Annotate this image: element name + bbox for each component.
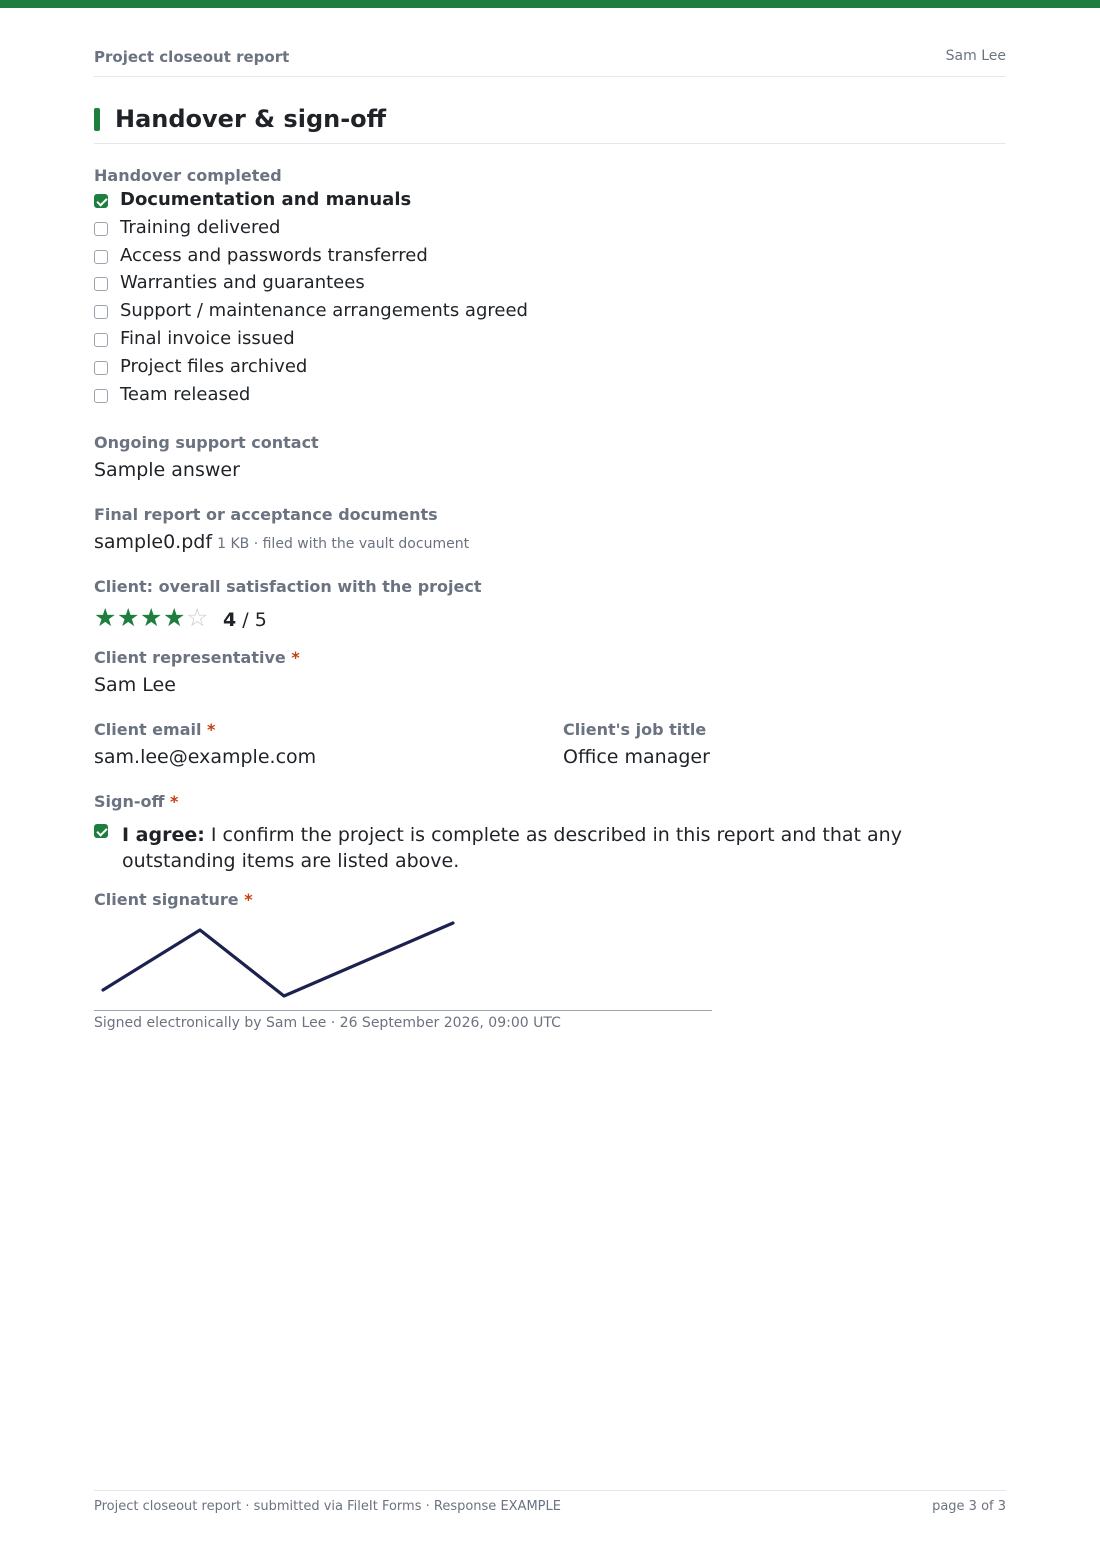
page-footer bbox=[94, 1490, 1006, 1521]
checkbox[interactable] bbox=[94, 277, 108, 291]
checklist-item[interactable] bbox=[94, 300, 794, 328]
support-contact-label: Ongoing support contact bbox=[94, 433, 319, 452]
checkbox[interactable] bbox=[94, 333, 108, 347]
file-name[interactable]: sample0.pdf bbox=[94, 531, 213, 553]
section-title: Handover & sign-off bbox=[115, 105, 387, 133]
checklist-item[interactable] bbox=[94, 328, 794, 356]
checklist-item-label: Training delivered bbox=[120, 216, 281, 238]
signature-stroke bbox=[103, 923, 453, 996]
rating-value: 4 bbox=[223, 609, 237, 631]
checklist-item[interactable] bbox=[94, 356, 794, 384]
signature-drawing bbox=[94, 915, 712, 1010]
checkbox[interactable] bbox=[94, 305, 108, 319]
required-mark: * bbox=[244, 890, 253, 909]
client-email-label bbox=[94, 720, 215, 739]
checklist-item[interactable] bbox=[94, 384, 794, 412]
final-report-label: Final report or acceptance documents bbox=[94, 505, 438, 524]
star-filled-icon: ★ bbox=[94, 603, 117, 632]
signature-caption: Signed electronically by Sam Lee · 26 September 2026, 09:00 UTC bbox=[94, 1015, 561, 1031]
footer-left: Project closeout report · submitted via FileIt Forms · Response EXAMPLE bbox=[94, 1499, 561, 1514]
page-number: page 3 of 3 bbox=[932, 1499, 1006, 1514]
star-filled-icon: ★ bbox=[163, 603, 186, 632]
checkbox[interactable] bbox=[94, 194, 108, 208]
client-rep-value: Sam Lee bbox=[94, 674, 176, 696]
client-email-label-text: Client email bbox=[94, 720, 202, 739]
agree-statement bbox=[122, 822, 942, 874]
checkbox[interactable] bbox=[94, 389, 108, 403]
signoff-label bbox=[94, 792, 178, 811]
client-email-value: sam.lee@example.com bbox=[94, 746, 317, 768]
page-header bbox=[94, 48, 1006, 77]
satisfaction-label: Client: overall satisfaction with the project bbox=[94, 577, 482, 596]
signature-box bbox=[94, 915, 712, 1011]
required-mark: * bbox=[170, 792, 179, 811]
agree-lead: I agree: bbox=[122, 824, 205, 846]
checkbox[interactable] bbox=[94, 361, 108, 375]
document-title: Project closeout report bbox=[94, 48, 290, 66]
checklist-item-label: Project files archived bbox=[120, 355, 308, 377]
checklist-item[interactable] bbox=[94, 189, 794, 217]
checklist-item[interactable] bbox=[94, 245, 794, 273]
rating-max: / 5 bbox=[236, 609, 267, 631]
star-rating bbox=[94, 603, 267, 632]
required-mark: * bbox=[207, 720, 216, 739]
star-filled-icon: ★ bbox=[140, 603, 163, 632]
checklist-item-label: Final invoice issued bbox=[120, 327, 295, 349]
signature-label-text: Client signature bbox=[94, 890, 239, 909]
checkbox[interactable] bbox=[94, 250, 108, 264]
file-meta: 1 KB · filed with the vault document bbox=[217, 536, 470, 552]
checkbox[interactable] bbox=[94, 222, 108, 236]
header-user-name: Sam Lee bbox=[945, 48, 1006, 64]
checklist-item-label: Team released bbox=[120, 383, 251, 405]
checklist-item-label: Support / maintenance arrangements agreed bbox=[120, 300, 528, 322]
checklist-item-label: Documentation and manuals bbox=[120, 189, 412, 210]
required-mark: * bbox=[291, 648, 300, 667]
handover-label: Handover completed bbox=[94, 166, 282, 185]
client-job-label: Client's job title bbox=[563, 720, 707, 739]
section-heading bbox=[94, 100, 1006, 144]
top-accent-bar bbox=[0, 0, 1100, 8]
client-rep-label-text: Client representative bbox=[94, 648, 286, 667]
signature-label bbox=[94, 890, 253, 909]
agree-checkbox[interactable] bbox=[94, 824, 108, 838]
checklist-item-label: Warranties and guarantees bbox=[120, 272, 365, 294]
section-accent-bar bbox=[94, 108, 100, 131]
stars bbox=[94, 603, 209, 632]
support-contact-value: Sample answer bbox=[94, 459, 240, 481]
checklist-item[interactable] bbox=[94, 217, 794, 245]
attached-file[interactable] bbox=[94, 531, 469, 553]
star-filled-icon: ★ bbox=[117, 603, 140, 632]
client-job-value: Office manager bbox=[563, 746, 710, 768]
checklist-item-label: Access and passwords transferred bbox=[120, 244, 428, 266]
client-rep-label bbox=[94, 648, 300, 667]
checklist-item[interactable] bbox=[94, 272, 794, 300]
agree-body: I confirm the project is complete as described in this report and that any outstanding items are listed above. bbox=[122, 824, 902, 872]
star-empty-icon: ☆ bbox=[186, 603, 209, 632]
handover-checklist bbox=[94, 189, 794, 411]
signoff-label-text: Sign-off bbox=[94, 792, 165, 811]
